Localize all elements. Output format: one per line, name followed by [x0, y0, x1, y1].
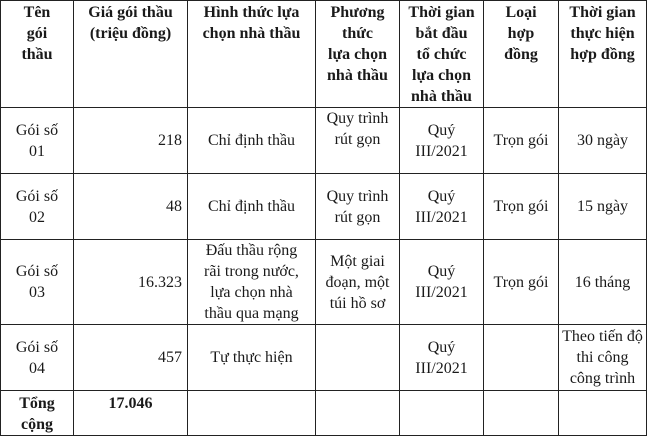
header-start-time: Thời gian bắt đầu tổ chức lựa chọn nhà thầu [400, 1, 484, 108]
start-time-cell: Quý III/2021 [400, 325, 484, 391]
selection-form-cell: Chỉ định thầu [188, 108, 316, 174]
price-cell: 16.323 [74, 240, 188, 325]
price-cell: 218 [74, 108, 188, 174]
start-time-cell: Quý III/2021 [400, 108, 484, 174]
empty-cell [484, 391, 559, 436]
empty-cell [559, 391, 647, 436]
header-price: Giá gói thầu (triệu đồng) [74, 1, 188, 108]
selection-form-cell: Tự thực hiện [188, 325, 316, 391]
package-name-cell: Gói số 03 [1, 240, 74, 325]
duration-cell: 30 ngày [559, 108, 647, 174]
header-package-name: Tên gói thầu [1, 1, 74, 108]
selection-form-cell: Đấu thầu rộng rãi trong nước, lựa chọn nhà thầu qua mạng [188, 240, 316, 325]
table-row [1, 174, 647, 240]
empty-cell [316, 391, 400, 436]
duration-cell: 15 ngày [559, 174, 647, 240]
total-value-cell: 17.046 [74, 391, 188, 436]
header-contract-duration: Thời gian thực hiện hợp đồng [559, 1, 647, 108]
contract-type-cell: Trọn gói [484, 174, 559, 240]
header-selection-form: Hình thức lựa chọn nhà thầu [188, 1, 316, 108]
package-name-cell: Gói số 02 [1, 174, 74, 240]
contract-type-cell: Trọn gói [484, 240, 559, 325]
header-contract-type: Loại hợp đồng [484, 1, 559, 108]
contract-type-cell [484, 325, 559, 391]
start-time-cell: Quý III/2021 [400, 240, 484, 325]
selection-method-cell [316, 325, 400, 391]
selection-method-cell: Quy trình rút gọn [316, 174, 400, 240]
price-cell: 48 [74, 174, 188, 240]
table-row [1, 240, 647, 325]
empty-cell [188, 391, 316, 436]
selection-form-cell: Chỉ định thầu [188, 174, 316, 240]
duration-cell: Theo tiến độ thi công công trình [559, 325, 647, 391]
selection-method-cell: Một giai đoạn, một túi hồ sơ [316, 240, 400, 325]
header-selection-method: Phương thức lựa chọn nhà thầu [316, 1, 400, 108]
start-time-cell: Quý III/2021 [400, 174, 484, 240]
empty-cell [400, 391, 484, 436]
total-row [1, 391, 647, 436]
header-row [1, 1, 647, 108]
table-row [1, 108, 647, 174]
price-cell: 457 [74, 325, 188, 391]
duration-cell: 16 tháng [559, 240, 647, 325]
package-name-cell: Gói số 01 [1, 108, 74, 174]
contract-type-cell: Trọn gói [484, 108, 559, 174]
total-label-cell: Tổng cộng [1, 391, 74, 436]
table-row [1, 325, 647, 391]
package-name-cell: Gói số 04 [1, 325, 74, 391]
selection-method-cell: Quy trình rút gọn [316, 108, 400, 174]
